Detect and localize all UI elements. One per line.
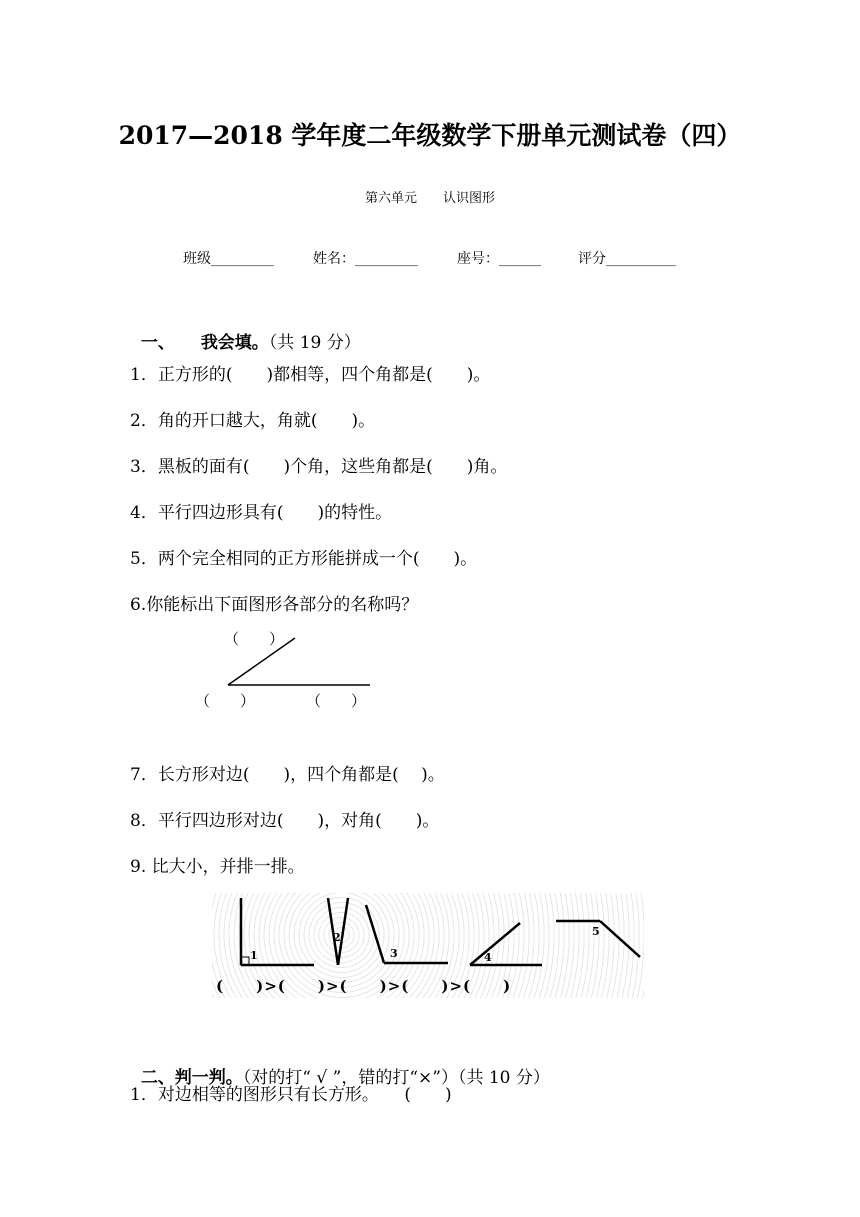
question-5: 5．两个完全相同的正方形能拼成一个( )。 — [130, 549, 478, 569]
score-field: 评分__________ — [578, 251, 676, 267]
angle-3-shape — [366, 905, 448, 963]
angle-left-label: （ ） — [195, 692, 256, 710]
compare-angles-diagram — [212, 893, 644, 973]
page-title: 2017—2018 学年度二年级数学下册单元测试卷（四） — [118, 121, 742, 150]
question-6: 6.你能标出下面图形各部分的名称吗？ — [130, 595, 419, 615]
section2-title: 二、判一判。 — [140, 1068, 243, 1088]
question-3: 3．黑板的面有( )个角，这些角都是( )角。 — [130, 457, 508, 477]
angle-4-shape — [470, 923, 542, 965]
angle-3-number: 3 — [390, 947, 398, 960]
compare-answer-row: ( )>( )>( )>( )>( ) — [216, 977, 512, 995]
section1-heading — [130, 308, 361, 353]
class-field: 班级_________ — [183, 251, 274, 267]
section1-title: 我会填。 — [200, 333, 269, 353]
angle-5-number: 5 — [592, 925, 600, 938]
section1-points: （共 19 分） — [268, 333, 361, 353]
question-8: 8．平行四边形对边( )，对角( )。 — [130, 811, 440, 831]
name-field: 姓名：_________ — [313, 251, 418, 267]
section2-note: （对的打“ √ ”，错的打“×”）（共 10 分） — [242, 1068, 550, 1088]
question-9: 9. 比大小，并排一排。 — [130, 857, 305, 877]
angle-top-label: （ ） — [224, 630, 285, 648]
unit-subtitle: 第六单元 认识图形 — [364, 191, 495, 206]
angle-1-number: 1 — [250, 949, 258, 962]
seat-field: 座号：______ — [457, 251, 541, 267]
angle-right-label: （ ） — [306, 692, 367, 710]
question-4: 4．平行四边形具有( )的特性。 — [130, 503, 393, 523]
section1-number: 一、 — [140, 333, 175, 353]
angle-2-number: 2 — [333, 931, 341, 944]
question-2: 2．角的开口越大，角就( )。 — [130, 411, 376, 431]
section2-question-1: 1．对边相等的图形只有长方形。 ( ) — [130, 1085, 452, 1105]
angle-4-number: 4 — [484, 951, 492, 964]
question-7: 7．长方形对边( )，四个角都是( )。 — [130, 765, 445, 785]
question-1: 1．正方形的( )都相等，四个角都是( )。 — [130, 365, 491, 385]
